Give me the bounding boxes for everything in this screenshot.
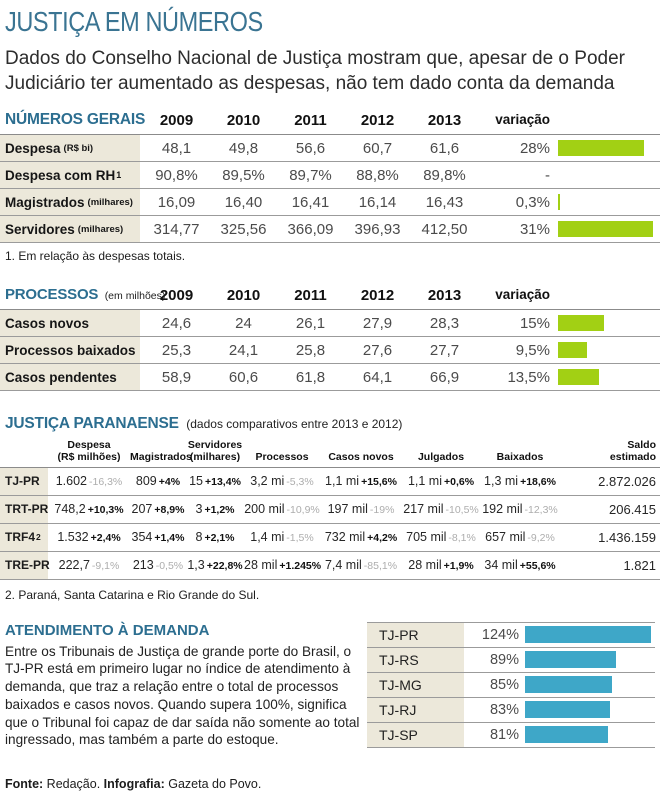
tribunal-value-cell — [130, 500, 186, 518]
value-cell: 16,40 — [224, 193, 263, 211]
paranaense-column-header — [560, 439, 660, 463]
variacao-value: 9,5% — [515, 341, 550, 359]
year-column-header: 2013 — [427, 112, 462, 130]
section-numeros-gerais — [0, 111, 660, 263]
year-column-header: 2013 — [427, 287, 462, 305]
tribunal-value-cell — [480, 556, 560, 574]
tribunal-value-cell — [244, 528, 320, 546]
cell-value: 732 mil — [324, 530, 366, 544]
table-row — [0, 310, 660, 337]
chart-row — [367, 673, 655, 698]
column-header-line1: Servidores — [187, 439, 243, 452]
paranaense-column-header — [48, 439, 130, 463]
cell-variation: +2,4% — [90, 532, 121, 544]
column-header-line2: Julgados — [417, 451, 465, 464]
value-cell: 49,8 — [228, 139, 259, 157]
page-title: JUSTIÇA EM NÚMEROS — [5, 6, 263, 37]
table-row — [0, 189, 660, 216]
chart-category-label: TJ-PR — [367, 623, 464, 647]
chart-value-label: 85% — [489, 676, 519, 693]
tribunal-label: TRE-PR — [0, 552, 48, 579]
cell-value: 1,4 mi — [250, 530, 285, 544]
chart-category-label: TJ-RS — [367, 648, 464, 672]
row-label-footnote-ref: 1 — [116, 170, 122, 181]
cell-value: 748,2 — [54, 502, 86, 516]
variacao-bar — [558, 194, 560, 210]
saldo-value: 2.872.026 — [598, 473, 656, 489]
column-header-line2: Processos — [255, 451, 309, 464]
cell-value: 809 — [135, 474, 157, 488]
processos-heading: PROCESSOS — [5, 286, 99, 304]
cell-value: 222,7 — [58, 558, 90, 572]
infografia-value: Gazeta do Povo. — [164, 776, 262, 791]
fonte-value: Redação. — [43, 776, 104, 791]
value-cell: 366,09 — [287, 220, 334, 238]
table-row — [0, 135, 660, 162]
cell-variation: +4% — [158, 476, 181, 488]
cell-variation: -1,5% — [286, 532, 314, 544]
atendimento-heading: ATENDIMENTO À DEMANDA — [5, 621, 210, 639]
chart-bar — [525, 651, 616, 668]
atendimento-paragraph: Entre os Tribunais de Justiça de grande porte do Brasil, o TJ-PR está em primeiro lugar no índice de atendimento à demanda, que traz a relação entre o total de processos baixados e casos novos. Quando supera 100%, significa que o Tribunal foi capaz de dar saída não somente ao total ingressado, mas também a parte do estoque. — [5, 643, 360, 748]
numeros-gerais-header-row — [0, 111, 660, 134]
variacao-bar-cell — [558, 221, 653, 237]
tribunal-value-cell — [244, 472, 320, 490]
cell-variation: -8,1% — [448, 532, 476, 544]
tribunal-value-cell — [48, 500, 130, 518]
value-cell: 56,6 — [295, 139, 326, 157]
saldo-value: 206.415 — [609, 501, 656, 517]
value-cell: 27,9 — [362, 314, 393, 332]
value-cell: 61,6 — [429, 139, 460, 157]
variacao-bar — [558, 221, 653, 237]
chart-value-label: 83% — [489, 701, 519, 718]
year-column-header: 2009 — [159, 112, 194, 130]
paranaense-heading: JUSTIÇA PARANAENSE — [5, 415, 179, 433]
cell-value: 28 mil — [244, 558, 278, 572]
tribunal-value-cell — [186, 500, 244, 518]
fonte-label: Fonte: — [5, 776, 44, 791]
footnote-1: 1. Em relação às despesas totais. — [5, 249, 186, 264]
variacao-bar — [558, 315, 604, 331]
cell-value: 200 mil — [244, 502, 285, 516]
value-cell: 48,1 — [161, 139, 192, 157]
tribunal-label: TRF4 2 — [0, 524, 48, 551]
value-cell: 27,7 — [429, 341, 460, 359]
cell-value: 1,1 mi — [407, 474, 442, 488]
cell-value: 15 — [189, 474, 203, 488]
cell-variation: +15,6% — [361, 476, 397, 488]
cell-value: 1.602 — [55, 474, 87, 488]
chart-category-label: TJ-MG — [367, 673, 464, 697]
tribunal-value-cell — [130, 472, 186, 490]
cell-variation: +1,2% — [204, 504, 235, 516]
cell-variation: -85,1% — [363, 560, 398, 572]
value-cell: 16,41 — [291, 193, 330, 211]
value-cell: 16,09 — [157, 193, 196, 211]
year-column-header: 2012 — [360, 112, 395, 130]
variacao-column-header: variação — [495, 112, 550, 128]
row-label-note: (milhares) — [77, 223, 124, 235]
value-cell: 325,56 — [220, 220, 267, 238]
value-cell: 28,3 — [429, 314, 460, 332]
tribunal-value-cell — [186, 472, 244, 490]
variacao-bar — [558, 369, 599, 385]
numeros-gerais-rows — [0, 134, 660, 243]
tribunal-value-cell — [130, 528, 186, 546]
tribunal-value-cell — [402, 528, 480, 546]
value-cell: 64,1 — [362, 368, 393, 386]
tribunal-value-cell — [48, 556, 130, 574]
paranaense-column-headers — [0, 439, 660, 466]
tribunal-value-cell — [130, 556, 186, 574]
processos-heading-note: (em milhões) — [104, 290, 166, 303]
variacao-bar — [558, 140, 644, 156]
cell-variation: -10,9% — [286, 504, 320, 516]
row-label: Casos novos — [0, 310, 140, 336]
row-label-note: (R$ bi) — [63, 142, 94, 154]
source-line — [5, 777, 660, 791]
value-cell: 24,6 — [161, 314, 192, 332]
chart-row — [367, 648, 655, 673]
paranaense-column-header — [320, 451, 402, 463]
tribunal-value-cell — [402, 472, 480, 490]
value-cell: 60,6 — [228, 368, 259, 386]
cell-variation: +1.245% — [279, 560, 322, 572]
variacao-bar-cell — [558, 342, 587, 358]
page-subtitle: Dados do Conselho Nacional de Justiça mostram que, apesar de o Poder Judiciário ter aumentado as despesas, não tem dado conta da demanda — [5, 48, 625, 94]
cell-variation: -10,5% — [445, 504, 479, 516]
variacao-column-header: variação — [495, 287, 550, 303]
value-cell: 16,14 — [358, 193, 397, 211]
chart-value-label: 81% — [489, 726, 519, 743]
value-cell: 396,93 — [354, 220, 401, 238]
paranaense-column-header — [480, 451, 560, 463]
year-column-header: 2011 — [294, 112, 327, 130]
paranaense-column-header — [186, 439, 244, 463]
infografia-label: Infografia: — [103, 776, 165, 791]
tribunal-value-cell — [320, 528, 402, 546]
cell-value: 1.532 — [57, 530, 89, 544]
year-column-header: 2010 — [226, 287, 261, 305]
value-cell: 66,9 — [429, 368, 460, 386]
tribunal-value-cell — [186, 528, 244, 546]
variacao-bar-cell — [558, 140, 644, 156]
value-cell: 60,7 — [362, 139, 393, 157]
variacao-value: 28% — [519, 139, 550, 157]
tribunal-value-cell — [480, 528, 560, 546]
value-cell: 89,8% — [423, 166, 466, 184]
tribunal-value-cell — [320, 556, 402, 574]
year-column-header: 2010 — [226, 112, 261, 130]
column-header-line2: Baixados — [496, 451, 544, 464]
cell-value: 705 mil — [406, 530, 447, 544]
section-processos — [0, 286, 660, 391]
cell-value: 197 mil — [327, 502, 368, 516]
tribunal-value-cell — [320, 500, 402, 518]
row-label: Despesa com RH 1 — [0, 162, 140, 188]
value-cell: 314,77 — [153, 220, 200, 238]
cell-variation: -5,3% — [286, 476, 314, 488]
processos-header-row — [0, 286, 660, 309]
row-label: Processos baixados — [0, 337, 140, 363]
chart-row — [367, 723, 655, 748]
atendimento-bar-chart — [367, 622, 655, 763]
variacao-bar-cell — [558, 315, 604, 331]
chart-row — [367, 698, 655, 723]
paranaense-column-header — [244, 451, 320, 463]
paranaense-heading-note: (dados comparativos entre 2013 e 2012) — [186, 417, 403, 432]
paranaense-column-header — [402, 451, 480, 463]
paranaense-rows — [0, 467, 660, 580]
tribunal-value-cell — [320, 472, 402, 490]
value-cell: 58,9 — [161, 368, 192, 386]
cell-value: 7,4 mil — [324, 558, 362, 572]
value-cell: 25,8 — [295, 341, 326, 359]
row-label: Casos pendentes — [0, 364, 140, 390]
chart-bar — [525, 726, 608, 743]
cell-value: 1,3 — [187, 558, 205, 572]
cell-value: 1,3 mi — [484, 474, 519, 488]
column-header-line2: (milhares) — [189, 451, 241, 464]
row-label-note: (milhares) — [87, 196, 133, 208]
cell-value: 192 mil — [482, 502, 523, 516]
variacao-value: - — [545, 166, 550, 184]
row-label: Despesa (R$ bi) — [0, 135, 140, 161]
year-column-header: 2012 — [360, 287, 395, 305]
tribunal-label: TRT-PR — [0, 496, 48, 523]
tribunal-value-cell — [480, 500, 560, 518]
tribunal-value-cell — [480, 472, 560, 490]
cell-value: 28 mil — [408, 558, 442, 572]
variacao-bar-cell — [558, 369, 599, 385]
cell-variation: +1,4% — [154, 532, 185, 544]
cell-value: 217 mil — [403, 502, 444, 516]
cell-variation: -12,3% — [524, 504, 558, 516]
value-cell: 89,7% — [289, 166, 332, 184]
variacao-value: 15% — [519, 314, 550, 332]
variacao-bar-cell — [558, 194, 560, 210]
processos-rows — [0, 309, 660, 391]
chart-bar — [525, 701, 610, 718]
paranaense-column-header — [130, 451, 192, 464]
tribunal-label: TJ-PR — [0, 468, 48, 495]
variacao-value: 13,5% — [507, 368, 550, 386]
cell-value: 657 mil — [485, 530, 526, 544]
tribunal-row — [0, 468, 660, 496]
value-cell: 24,1 — [228, 341, 259, 359]
tribunal-value-cell — [48, 472, 130, 490]
value-cell: 16,43 — [425, 193, 464, 211]
value-cell: 412,50 — [421, 220, 468, 238]
cell-variation: -0,5% — [155, 560, 184, 572]
cell-value: 8 — [195, 530, 203, 544]
chart-category-label: TJ-RJ — [367, 698, 464, 722]
chart-value-label: 124% — [481, 626, 519, 643]
saldo-value: 1.821 — [623, 557, 656, 573]
value-cell: 88,8% — [356, 166, 399, 184]
tribunal-row — [0, 496, 660, 524]
tribunal-value-cell — [402, 500, 480, 518]
value-cell: 26,1 — [295, 314, 326, 332]
tribunal-value-cell — [48, 528, 130, 546]
variacao-bar — [558, 342, 587, 358]
variacao-value: 0,3% — [515, 193, 550, 211]
value-cell: 25,3 — [161, 341, 192, 359]
cell-variation: +8,9% — [154, 504, 185, 516]
tribunal-value-cell — [186, 556, 244, 574]
cell-value: 207 — [131, 502, 153, 516]
tribunal-row — [0, 552, 660, 580]
cell-value: 1,1 mi — [325, 474, 360, 488]
column-header-line2: Casos novos — [328, 451, 394, 464]
cell-variation: -19% — [369, 504, 395, 516]
tribunal-value-cell — [244, 500, 320, 518]
cell-value: 354 — [131, 530, 153, 544]
table-row — [0, 337, 660, 364]
footnote-2: 2. Paraná, Santa Catarina e Rio Grande do Sul. — [5, 587, 260, 602]
tribunal-value-cell — [244, 556, 320, 574]
column-header-line1: Saldo — [627, 439, 656, 452]
table-row — [0, 162, 660, 189]
cell-variation: +1,9% — [443, 560, 474, 572]
numeros-gerais-heading: NÚMEROS GERAIS — [5, 111, 146, 129]
cell-variation: +10,3% — [87, 504, 124, 516]
saldo-value: 1.436.159 — [598, 529, 656, 545]
column-header-line1: Despesa — [67, 439, 111, 452]
cell-value: 213 — [132, 558, 154, 572]
value-cell: 24 — [235, 314, 252, 332]
year-column-header: 2011 — [294, 287, 327, 305]
cell-variation: +55,6% — [519, 560, 556, 572]
cell-variation: -9,1% — [91, 560, 120, 572]
chart-value-label: 89% — [489, 651, 519, 668]
tribunal-footnote-ref: 2 — [36, 532, 41, 542]
cell-variation: +2,1% — [204, 532, 235, 544]
chart-bar — [525, 676, 612, 693]
cell-value: 34 mil — [484, 558, 518, 572]
cell-variation: +0,6% — [443, 476, 475, 488]
tribunal-row — [0, 524, 660, 552]
tribunal-value-cell — [402, 556, 480, 574]
cell-variation: +13,4% — [205, 476, 241, 488]
cell-variation: -9,2% — [527, 532, 555, 544]
value-cell: 27,6 — [362, 341, 393, 359]
cell-variation: -16,3% — [89, 476, 123, 488]
section-justica-paranaense — [0, 415, 660, 601]
cell-variation: +4,2% — [367, 532, 398, 544]
chart-category-label: TJ-SP — [367, 723, 464, 747]
cell-variation: +22,8% — [206, 560, 243, 572]
value-cell: 61,8 — [295, 368, 326, 386]
cell-value: 3 — [195, 502, 203, 516]
cell-variation: +18,6% — [520, 476, 556, 488]
column-header-line2: Magistrados — [130, 451, 192, 464]
chart-bar — [525, 626, 651, 643]
numeros-gerais-year-columns — [143, 112, 550, 129]
value-cell: 89,5% — [222, 166, 265, 184]
column-header-line2: (R$ milhões) — [57, 451, 121, 464]
cell-value: 3,2 mi — [250, 474, 285, 488]
processos-year-columns — [143, 287, 550, 304]
row-label: Magistrados (milhares) — [0, 189, 140, 215]
table-row — [0, 364, 660, 391]
year-column-header: 2009 — [159, 287, 194, 305]
table-row — [0, 216, 660, 243]
chart-row — [367, 623, 655, 648]
variacao-value: 31% — [519, 220, 550, 238]
row-label: Servidores (milhares) — [0, 216, 140, 242]
section-atendimento — [0, 622, 660, 763]
value-cell: 90,8% — [155, 166, 198, 184]
column-header-line2: estimado — [609, 451, 656, 464]
